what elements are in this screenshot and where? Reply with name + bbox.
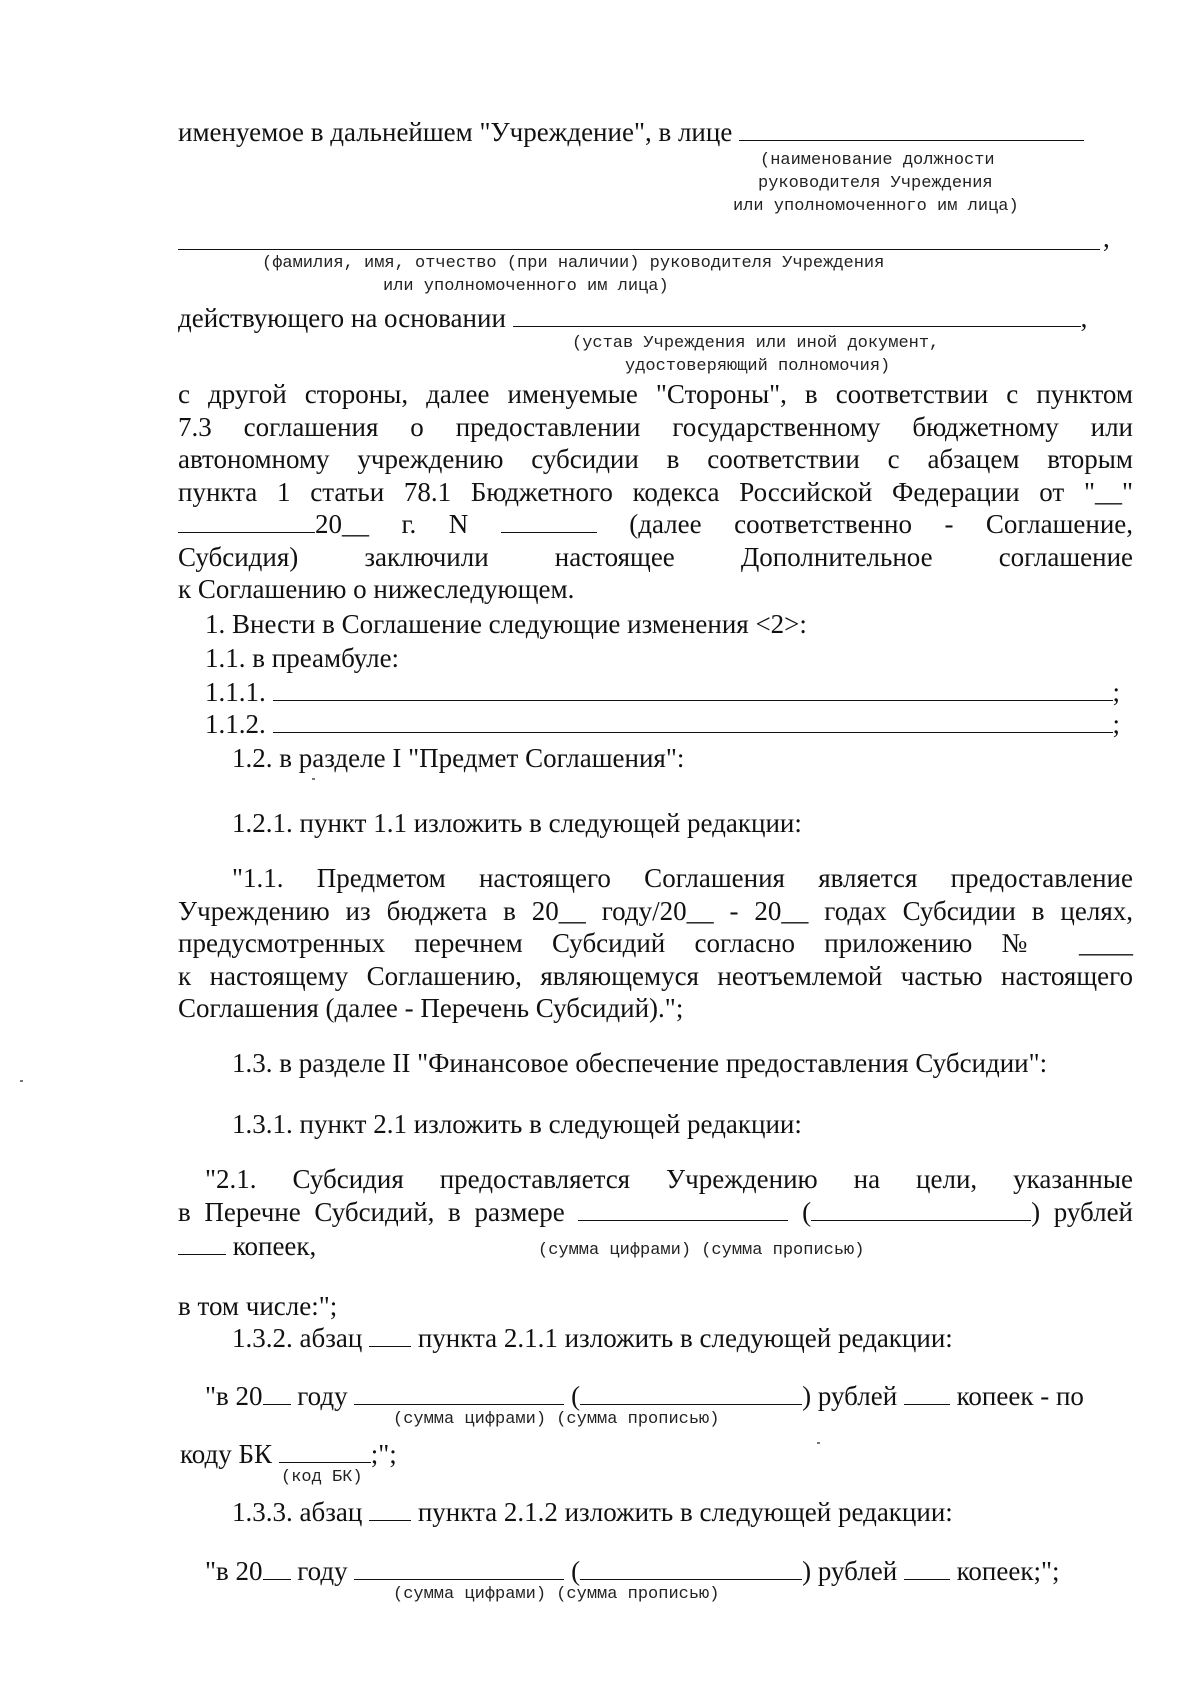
year-line-1: "в 20 году ( ) рублей копеек - по xyxy=(205,1381,1084,1411)
year-sum-words-1 xyxy=(580,1380,802,1405)
item-1-1-1: 1.1.1. ; xyxy=(205,677,1121,707)
subject-paragraph xyxy=(178,862,1133,1025)
hint-fio-1: (фамилия, имя, отчество (при наличии) руководителя Учреждения xyxy=(262,254,885,273)
year-blank-1 xyxy=(263,1380,291,1405)
year-line-2: "в 20 году ( ) рублей копеек;"; xyxy=(205,1556,1060,1586)
item-1-1-2: 1.1.2. ; xyxy=(205,709,1121,739)
basis-line: действующего на основании , xyxy=(178,303,1088,333)
intro-line: именуемое в дальнейшем "Учреждение", в лице xyxy=(178,116,1084,148)
parties-line-2: 7.3 соглашения о предоставлении государственному бюджетному или xyxy=(178,411,1133,442)
sum-words-blank xyxy=(811,1196,1031,1221)
parties-line-3: автономному учреждению субсидии в соответствии с абзацем вторым xyxy=(178,444,1133,474)
subject-line-5: Соглашения (далее - Перечень Субсидий)."; xyxy=(178,993,684,1023)
item-1-3-2: 1.3.2. абзац пункта 2.1.1 изложить в следующей редакции: xyxy=(232,1323,953,1353)
finance-including: в том числе:"; xyxy=(178,1291,338,1321)
number-blank xyxy=(501,508,597,533)
year-sum-digits-1 xyxy=(354,1380,564,1405)
item-1-2-1: 1.2.1. пункт 1.1 изложить в следующей редакции: xyxy=(232,808,802,838)
hint-position-2: руководителя Учреждения xyxy=(758,174,993,193)
hint-basis-1: (устав Учреждения или иной документ, xyxy=(572,334,940,353)
finance-kopecks: копеек, xyxy=(178,1230,316,1262)
year-sum-digits-2 xyxy=(354,1555,564,1580)
para-blank-1 xyxy=(369,1322,411,1347)
hint-basis-2: удостоверяющий полномочия) xyxy=(625,357,891,376)
item-1-1-1-blank xyxy=(273,676,1113,701)
bk-line: коду БК ;"; xyxy=(180,1439,397,1469)
hint-sum: (сумма цифрами) (сумма прописью) xyxy=(538,1241,865,1260)
year-sum-words-2 xyxy=(580,1555,802,1580)
hint-position-1: (наименование должности xyxy=(760,151,995,170)
hint-position-3: или уполномоченного им лица) xyxy=(733,197,1019,216)
kopecks-blank xyxy=(178,1230,226,1255)
position-blank xyxy=(739,116,1084,141)
item-1: 1. Внести в Соглашение следующие изменения <2>: xyxy=(205,609,807,639)
scan-speck xyxy=(20,1080,23,1082)
item-1-3: 1.3. в разделе II "Финансовое обеспечение предоставления Субсидии": xyxy=(232,1048,1048,1078)
year-kopecks-1 xyxy=(904,1380,950,1405)
item-1-3-1: 1.3.1. пункт 2.1 изложить в следующей редакции: xyxy=(232,1109,802,1139)
hint-sum-2: (сумма цифрами) (сумма прописью) xyxy=(393,1410,720,1429)
bk-blank xyxy=(279,1438,371,1463)
hint-sum-3: (сумма цифрами) (сумма прописью) xyxy=(393,1585,720,1604)
subject-line-3: предусмотренных перечнем Субсидий согласно приложению № ____ xyxy=(178,928,1133,958)
item-1-2: 1.2. в разделе I "Предмет Соглашения": xyxy=(232,743,685,773)
year-kopecks-2 xyxy=(904,1555,950,1580)
item-1-1: 1.1. в преамбуле: xyxy=(205,643,400,673)
para-blank-2 xyxy=(369,1496,411,1521)
sum-digits-blank xyxy=(578,1196,788,1221)
scan-speck xyxy=(817,1442,820,1444)
item-1-1-2-blank xyxy=(273,708,1113,733)
date-blank xyxy=(178,508,315,533)
subject-line-2: Учреждению из бюджета в 20__ году/20__ - 20__ годах Субсидии в целях, xyxy=(178,895,1133,926)
year-blank-2 xyxy=(263,1555,291,1580)
fio-blank xyxy=(178,249,1100,250)
finance-line-2: в Перечне Субсидий, в размере ( ) рублей xyxy=(178,1196,1133,1227)
parties-line-6: Субсидия) заключили настоящее Дополнительное соглашение xyxy=(178,541,1133,572)
parties-paragraph xyxy=(178,378,1133,606)
hint-bk: (код БК) xyxy=(281,1468,363,1487)
hint-fio-2: или уполномоченного им лица) xyxy=(383,277,669,296)
parties-line-1: с другой стороны, далее именуемые "Стороны", в соответствии с пунктом xyxy=(178,379,1133,409)
parties-line-5: 20__ г. N (далее соответственно - Соглашение, xyxy=(178,508,1133,541)
parties-line-4: пункта 1 статьи 78.1 Бюджетного кодекса Российской Федерации от "__" xyxy=(178,476,1133,507)
subject-line-1: "1.1. Предметом настоящего Соглашения является предоставление xyxy=(232,863,1133,893)
finance-line-1: "2.1. Субсидия предоставляется Учреждению на цели, указанные xyxy=(205,1164,1133,1194)
fio-comma: , xyxy=(1103,223,1110,253)
basis-blank xyxy=(513,302,1081,327)
parties-line-7: к Соглашению о нижеследующем. xyxy=(178,574,575,604)
scan-speck xyxy=(312,778,315,780)
subject-line-4: к настоящему Соглашению, являющемуся неотъемлемой частью настоящего xyxy=(178,960,1133,991)
item-1-3-3: 1.3.3. абзац пункта 2.1.2 изложить в следующей редакции: xyxy=(232,1497,953,1527)
finance-paragraph xyxy=(178,1163,1133,1228)
